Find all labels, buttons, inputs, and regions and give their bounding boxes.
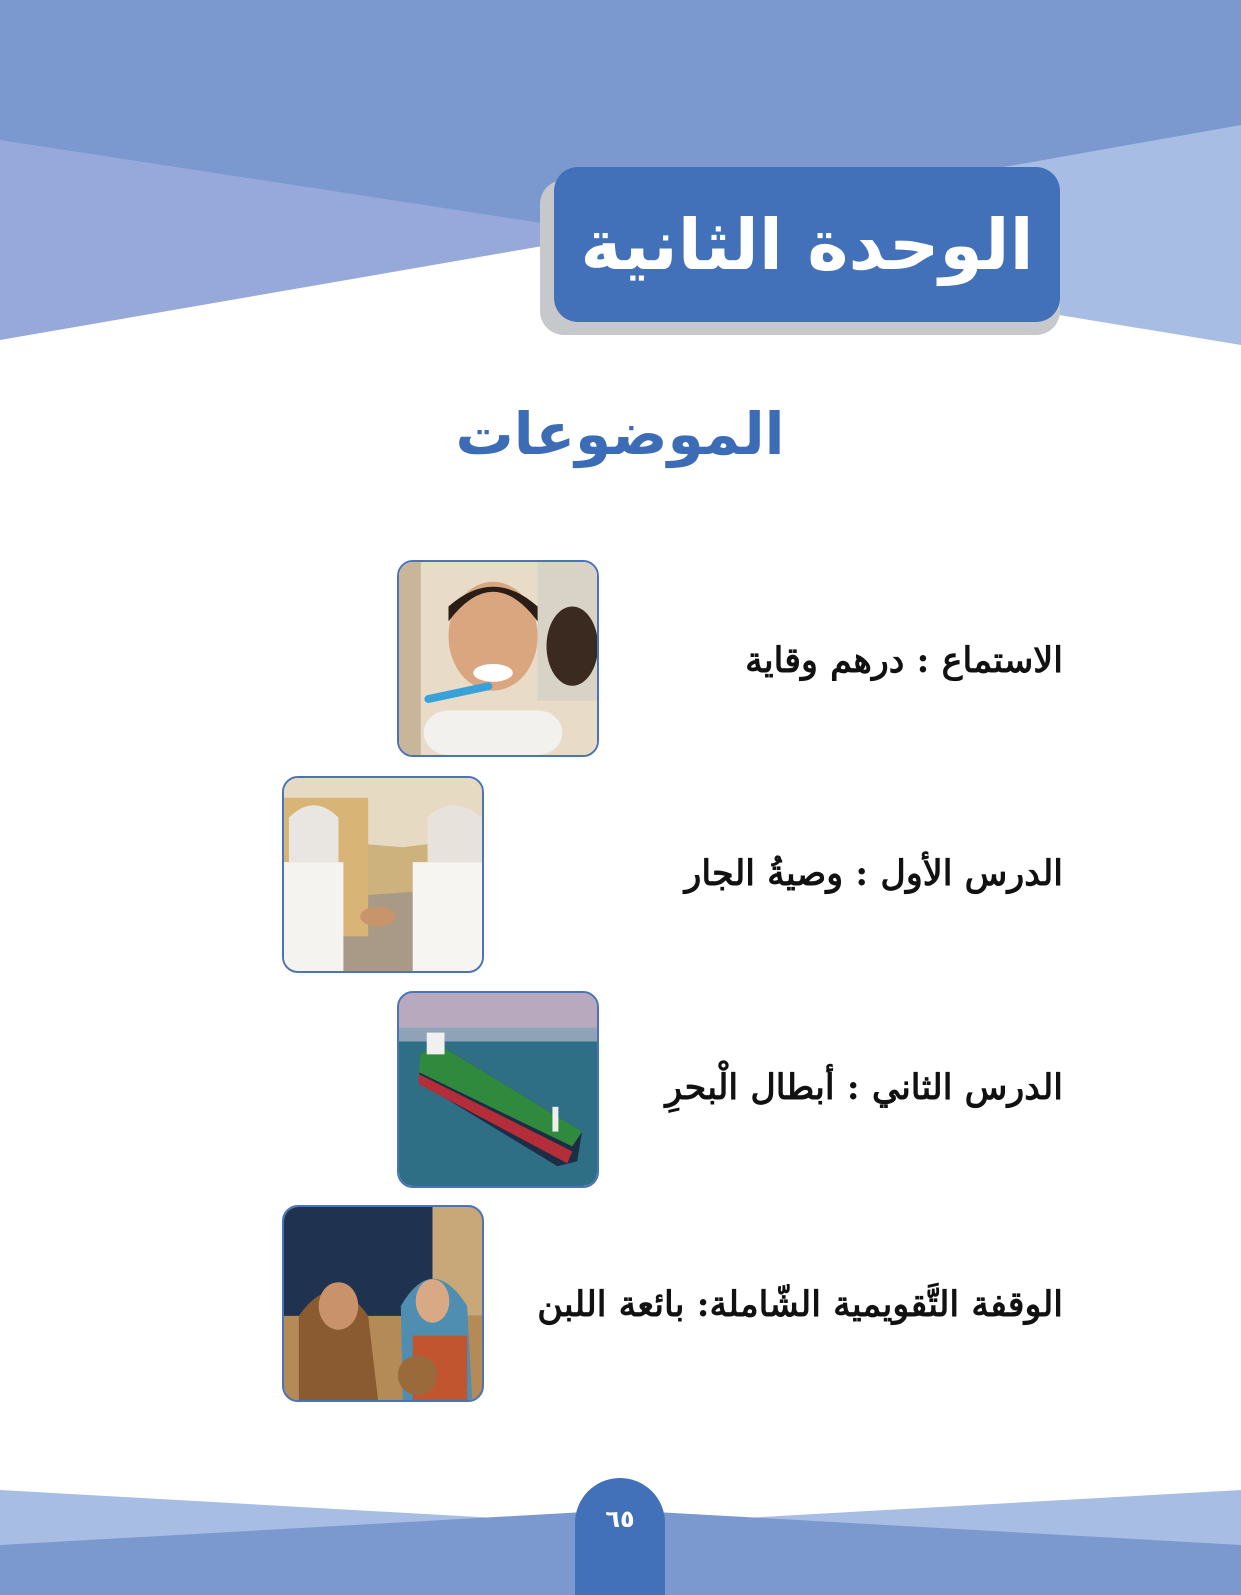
topic-label: الدرس الأول : وصيةُ الجار — [684, 853, 1063, 894]
topic-label: الدرس الثاني : أبطال الْبحرِ — [665, 1067, 1063, 1108]
topic-image-boy-brushing-teeth — [397, 560, 599, 757]
topic-image-milk-seller-women — [282, 1205, 484, 1402]
page-number-tab — [575, 1478, 665, 1595]
topic-label: الاستماع : درهم وقاية — [745, 640, 1063, 681]
page-number: ٦٥ — [605, 1505, 635, 1533]
topic-image-neighbors-handshake — [282, 776, 484, 973]
topic-image-oil-tanker-ship — [397, 991, 599, 1188]
unit-title: الوحدة الثانية — [580, 203, 1034, 286]
unit-title-box — [554, 167, 1060, 322]
topic-label: الوقفة التَّقويمية الشّاملة: بائعة اللبن — [537, 1284, 1063, 1325]
section-heading: الموضوعات — [455, 400, 785, 468]
